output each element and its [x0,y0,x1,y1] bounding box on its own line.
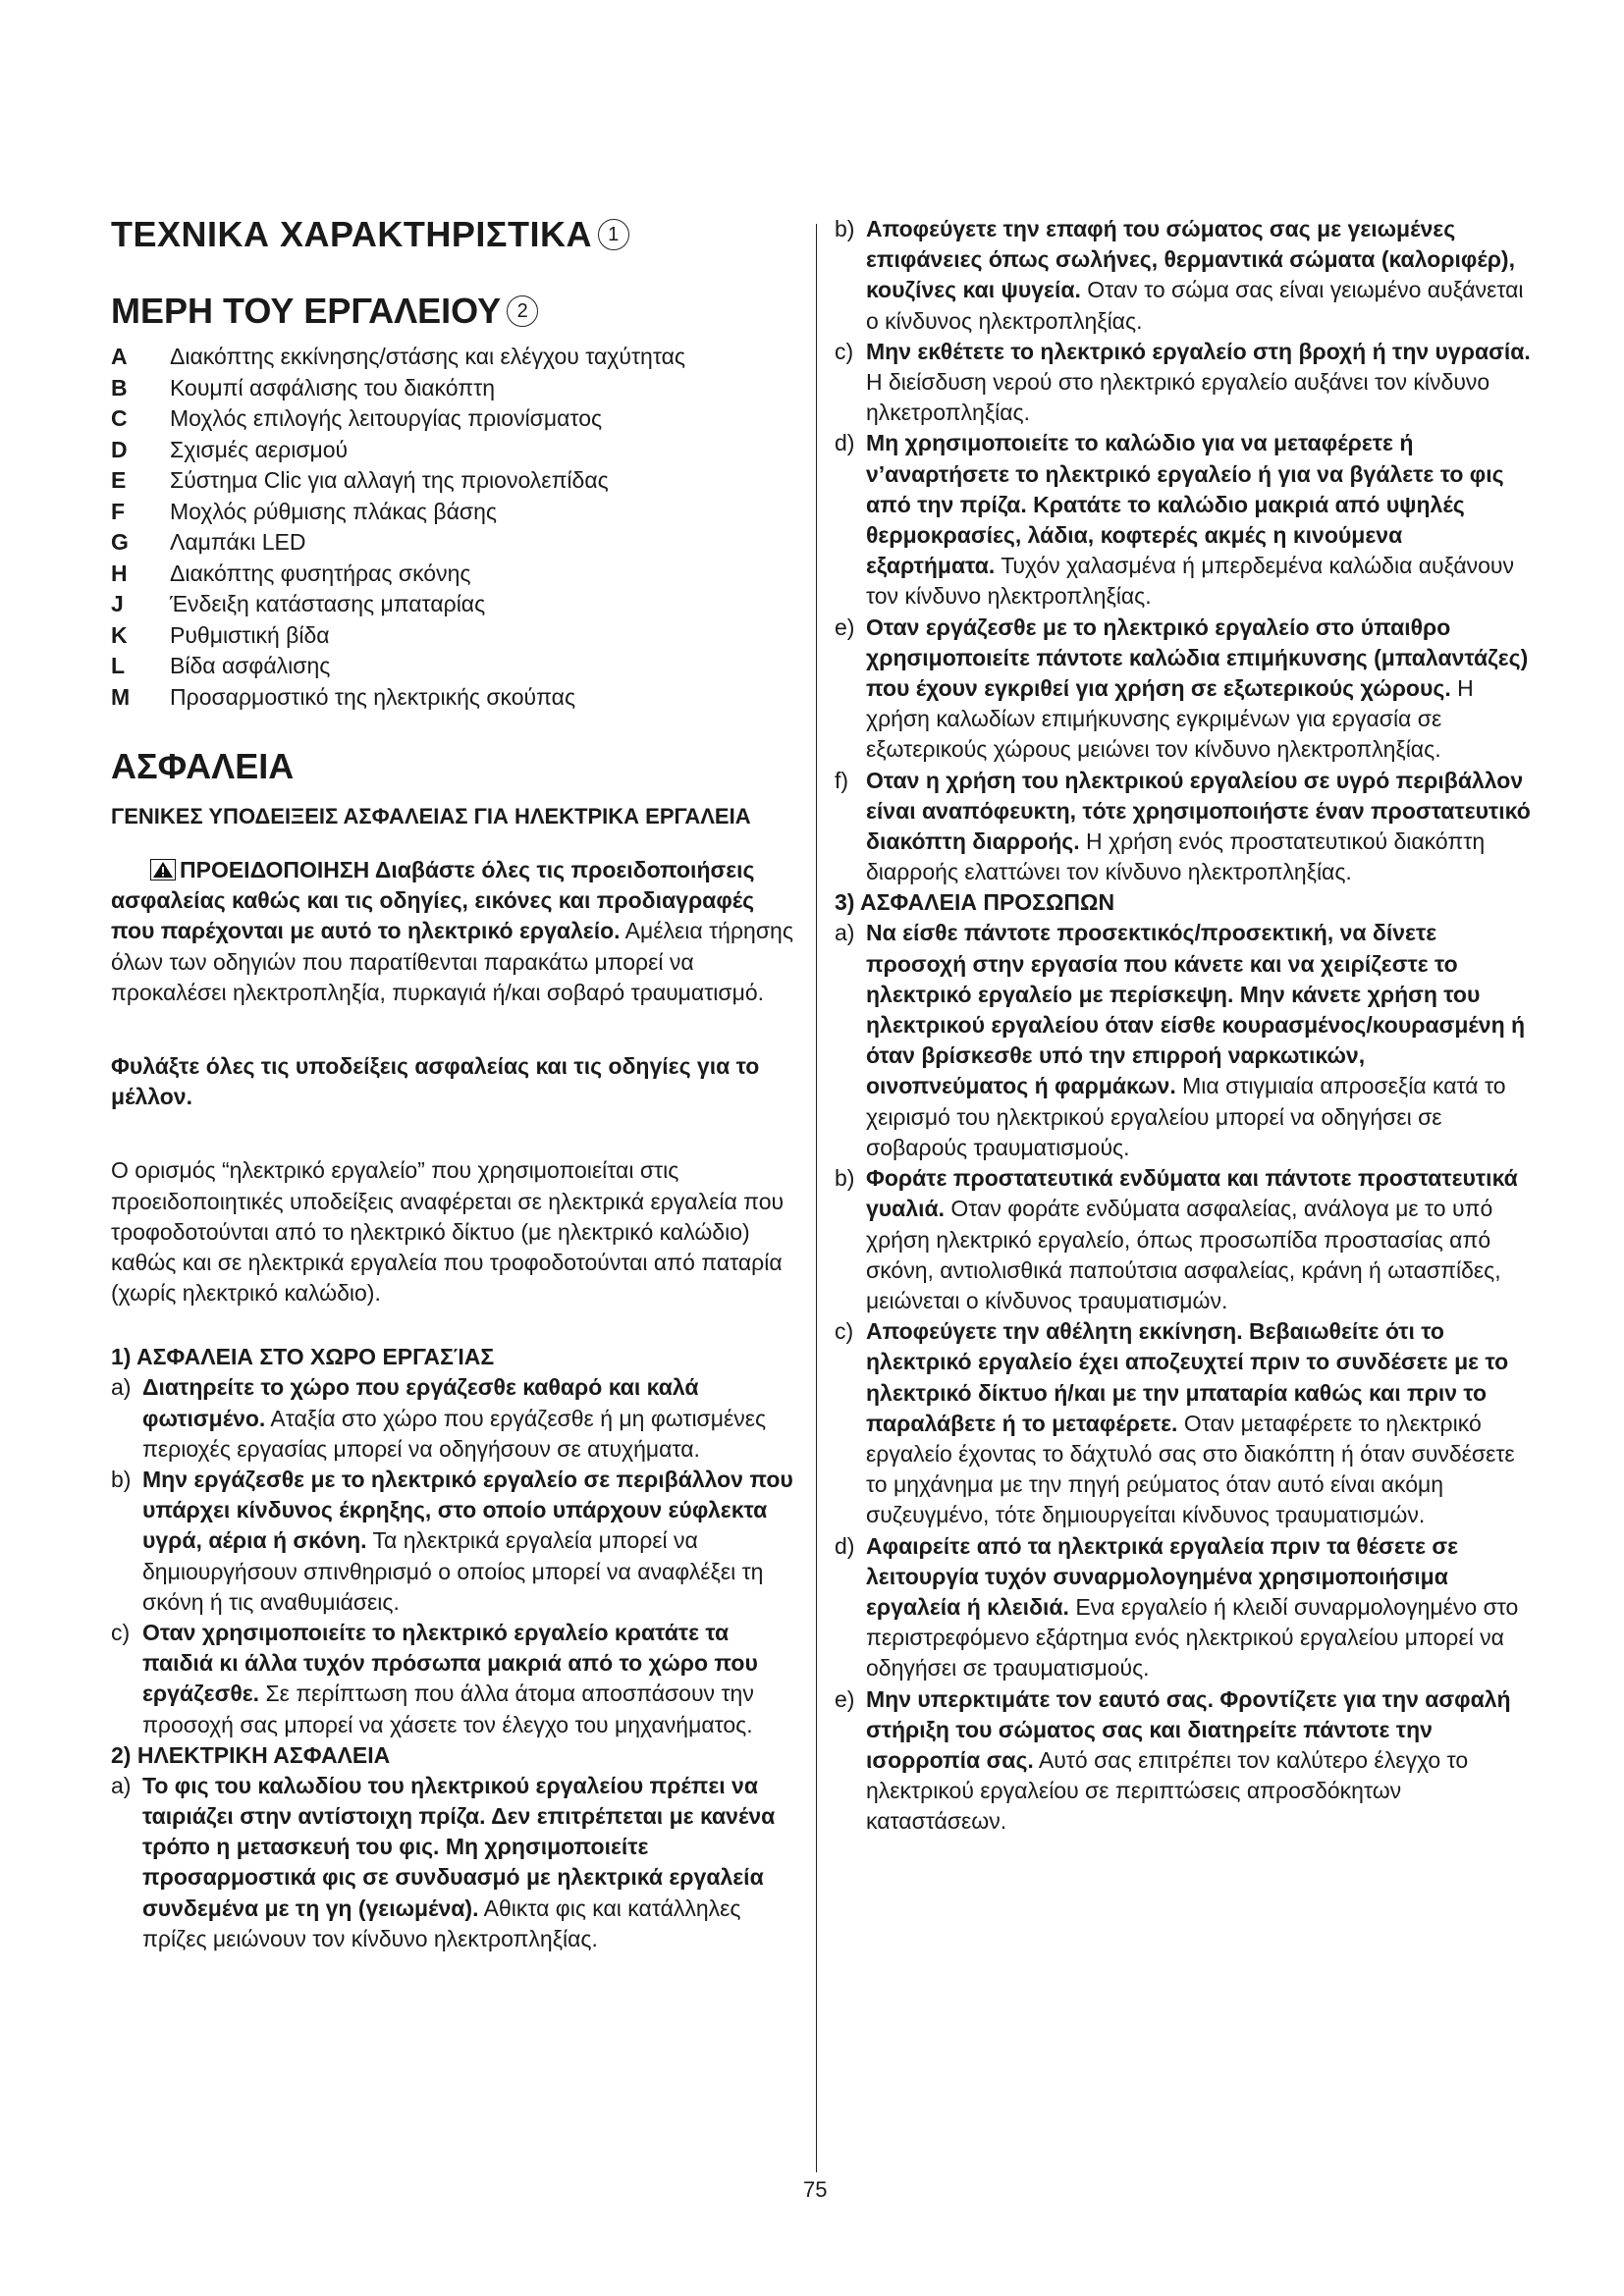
part-item [111,373,798,404]
safety-item [835,214,1532,337]
item-letter: e) [835,1685,855,1712]
column-divider [816,224,817,2172]
part-key: C [111,405,128,431]
item-bold-text: Μην εκθέτετε το ηλεκτρικό εργαλείο στη βροχή ή την υγρασία. [866,338,1531,364]
part-label: Βίδα ασφάλισης [170,653,331,678]
warning-paragraph [111,855,798,1008]
item-plain-text: Η χρήση καλωδίων επιμήκυνσης εγκριμένων για εργασία σε εξωτερικούς χώρους μειώνει τον κίνδυνο ηλεκτροπληξίας. [866,675,1474,763]
item-plain-text: Τα ηλεκτρικά εργαλεία μπορεί να δημιουργήσουν σπινθηρισμό ο οποίος μπορεί να αναφλέξει τη σκόνη ή τις αναθυμιάσεις. [142,1527,764,1615]
section-electrical-items [111,1771,798,1954]
part-item [111,465,798,497]
item-plain-text: Τυχόν χαλασμένα ή μπερδεμένα καλώδια αυξάνουν τον κίνδυνο ηλεκτροπληξίας. [866,553,1514,610]
item-letter: d) [835,1532,855,1559]
definition-paragraph: Ο ορισμός “ηλεκτρικό εργαλείο” που χρησιμοποιείται στις προειδοποιητικές υποδείξεις αναφέρεται σε ηλεκτρικά εργαλεία που τροφοδοτούνται από το ηλεκτρικό δίκτυο (με ηλεκτρικό καλώδιο) καθώς και σε ηλεκτρικά εργαλεία που τροφοδοτούνται από παταρία (χωρίς ηλεκτρικό καλώδιο). [111,1157,785,1307]
safety-item [835,918,1532,1163]
item-text [866,1684,1532,1838]
item-text [142,1618,798,1740]
item-letter: c) [111,1620,131,1646]
safety-heading: ΑΣΦΑΛΕΙΑ [111,746,295,786]
section-personal-heading: 3) ΑΣΦΑΛΕΙΑ ΠΡΟΣΩΠΩΝ [835,889,1115,916]
part-label: Προσαρμοστικό της ηλεκτρικής σκούπας [170,683,576,710]
part-key: E [111,467,127,493]
item-plain-text: Οταν μεταφέρετε το ηλεκτρικό εργαλείο έχοντας το δάχτυλό σας στο διακόπτη ή όταν συνδέσετε το μηχάνημα με την πηγή ρεύματος όταν αυτό είναι ακόμη συζευγμένο, τότε δημιουργείται κίνδυνος τραυματισμών. [866,1410,1515,1528]
item-bold-text: Αφαιρείτε από τα ηλεκτρικά εργαλεία πριν τα θέσετε σε λειτουργία τυχόν συναρμολογημένα χρησιμοποιήσιμα εργαλεία ή κλειδιά. [866,1532,1459,1620]
keep-instructions: Φυλάξτε όλες τις υποδείξεις ασφαλείας και τις οδηγίες για το μέλλον. [111,1053,760,1110]
safety-item [111,1771,798,1954]
item-text [866,428,1532,612]
safety-item [835,1531,1532,1684]
part-key: G [111,529,129,555]
item-text [866,918,1532,1163]
item-bold-text: Οταν εργάζεσθε με το ηλεκτρικό εργαλείο στο ύπαιθρο χρησιμοποιείτε πάντοτε καλώδια επιμήκυνσης (μπαλαντάζες) που έχουν εγκριθεί για χρήση σε εξωτερικούς χώρους. [866,614,1529,702]
right-column [835,214,1532,1838]
general-safety-heading: ΓΕΝΙΚΕΣ ΥΠΟΔΕΙΞΕΙΣ ΑΣΦΑΛΕΙΑΣ ΓΙΑ ΗΛΕΚΤΡΙΚΑ ΕΡΓΑΛΕΙΑ [111,804,751,828]
item-letter: c) [835,1318,854,1345]
safety-item [835,613,1532,766]
warning-text: Αμέλεια τήρησης όλων των οδηγιών που παρατίθενται παρακάτω μπορεί να προκαλέσει ηλεκτροπληξία, πυρκαγιά ή/και σοβαρό τραυματισμό. [111,918,793,1005]
item-plain-text: Σε περίπτωση που άλλα άτομα αποσπάσουν την προσοχή σας μπορεί να χάσετε τον έλεγχο του μηχανήματος. [142,1681,754,1737]
safety-item [111,1372,798,1465]
part-label: Διακόπτης φυσητήρας σκόνης [170,560,471,586]
safety-item [111,1618,798,1740]
item-text [866,1163,1532,1316]
item-plain-text: Οταν φοράτε ενδύματα ασφαλείας, ανάλογα με το υπό χρήση ηλεκτρικό εργαλείο, όπως προσωπίδα προστασίας από σκόνη, αντιολισθικά παπούτσια ασφαλείας, κράνη ή ωτασπίδες, μειώνεται ο κίνδυνος τραυματισμών. [866,1196,1501,1313]
item-letter: b) [835,1165,855,1192]
part-key: D [111,436,128,462]
safety-item [835,1684,1532,1838]
warning-bold-text: ΠΡΟΕΙΔΟΠΟΙΗΣΗ Διαβάστε όλες τις προειδοποιήσεις ασφαλείας καθώς και τις οδηγίες, εικόνες και προδιαγραφές που παρέχονται με αυτό το ηλεκτρικό εργαλείο. [111,857,755,944]
part-key: B [111,374,128,400]
item-plain-text: Ενα εργαλείο ή κλειδί συναρμολογημένο στο περιστρεφόμενο εξάρτημα ενός ηλεκτρικού εργαλείου μπορεί να οδηγήσει σε τραυματισμούς. [866,1593,1519,1682]
item-plain-text: Αυτό σας επιτρέπει τον καλύτερο έλεγχο το ηλεκτρικού εργαλείου σε περιπτώσεις απροσδόκητων καταστάσεων. [866,1746,1469,1835]
item-letter: b) [835,216,855,241]
item-letter: b) [111,1467,132,1493]
item-bold-text: Αποφεύγετε την επαφή του σώματος σας με γειωμένες επιφάνειες όπως σωλήνες, θερμαντικά σώματα (καλοριφέρ), κουζίνες και ψυγεία. [866,216,1515,303]
part-item [111,620,798,652]
item-letter: e) [835,614,855,640]
section-work-area-heading: 1) ΑΣΦΑΛΕΙΑ ΣΤΟ ΧΩΡΟ ΕΡΓΑΣΊΑΣ [111,1344,495,1370]
figure-ref-badge: 1 [598,219,629,250]
page-number: 75 [803,2177,828,2202]
part-key: F [111,498,126,524]
figure-ref-badge: 2 [507,295,538,327]
item-plain-text: Αθικτα φις και κατάλληλες πρίζες μειώνουν τον κίνδυνο ηλεκτροπληξίας. [142,1895,741,1951]
section-electrical-items-continued [835,214,1532,887]
safety-item [835,428,1532,612]
part-item [111,682,798,714]
item-letter: a) [111,1772,132,1798]
item-plain-text: Οταν το σώμα σας είναι γειωμένο αυξάνεται ο κίνδυνος ηλεκτροπληξίας. [866,277,1524,334]
item-plain-text: Η χρήση ενός προστατευτικού διακόπτη διαρροής ελαττώνει τον κίνδυνο ηλεκτροπληξίας. [866,828,1486,885]
part-key: M [111,683,131,710]
technical-data-heading [111,214,798,255]
section-personal-items [835,918,1532,1837]
item-letter: c) [835,338,854,364]
item-bold-text: Το φις του καλωδίου του ηλεκτρικού εργαλείου πρέπει να ταιριάζει στην αντίστοιχη πρίζα. Δεν επιτρέπεται με κανένα τρόπο η μετασκευή του φις. Μη χρησιμοποιείτε προσαρμοστικά φις σε συνδυασμό με ηλεκτρικά εργαλεία συνδεμένα με τη γη (γειωμένα). [142,1772,776,1921]
item-plain-text: Αταξία στο χώρο που εργάζεσθε ή μη φωτισμένες περιοχές εργασίας μπορεί να οδηγήσουν σε ατυχήματα. [142,1405,767,1462]
item-text [866,1531,1532,1684]
part-key: K [111,621,128,648]
section-work-area-items [111,1372,798,1739]
part-label: Μοχλός ρύθμισης πλάκας βάσης [170,498,498,524]
safety-item [835,1163,1532,1316]
item-plain-text: Η διείσδυση νερού στο ηλεκτρικό εργαλείο αυξάνει τον κίνδυνο ηλκετροπληξίας. [866,369,1490,426]
safety-item [835,1316,1532,1530]
item-letter: d) [835,430,855,456]
part-label: Ένδειξη κατάστασης μπαταρίας [170,591,486,616]
item-text [866,613,1532,766]
item-bold-text: Αποφεύγετε την αθέλητη εκκίνηση. Βεβαιωθείτε ότι το ηλεκτρικό εργαλείο έχει αποζευχτεί πριν το συνδέσετε με το ηλεκτρικό δίκτυο ή/και με την μπαταρία καθώς και πριν το παραλάβετε ή το μεταφέρετε. [866,1318,1509,1436]
part-key: H [111,560,128,586]
item-bold-text: Μη χρησιμοποιείτε το καλώδιο για να μεταφέρετε ή ν’αναρτήσετε το ηλεκτρικό εργαλείο ή για να βγάλετε το φις από την πρίζα. Κρατάτε το καλώδιο μακριά από υψηλές θερμοκρασίες, λάδια, κοφτερές ακμές η κινούμενα εξαρτήματα. [866,430,1504,579]
item-text [142,1465,798,1618]
item-letter: f) [835,767,849,793]
part-key: J [111,591,124,616]
item-bold-text: Διατηρείτε το χώρο που εργάζεσθε καθαρό και καλά φωτισμένο. [142,1374,699,1431]
warning-triangle-icon [150,859,176,881]
item-bold-text: Μην εργάζεσθε με το ηλεκτρικό εργαλείο σε περιβάλλον που υπάρχει κίνδυνος έκρηξης, στο οποίο υπάρχουν εύφλεκτα υγρά, αέρια ή σκόνη. [142,1467,793,1554]
left-column [111,214,798,1954]
item-bold-text: Μην υπερκτιμάτε τον εαυτό σας. Φροντίζετε για την ασφαλή στήριξη του σώματος σας και διατηρείτε πάντοτε την ισορροπία σας. [866,1685,1511,1773]
parts-list [111,342,798,713]
item-letter: a) [111,1374,132,1401]
part-item [111,527,798,559]
part-label: Διακόπτης εκκίνησης/στάσης και ελέγχου ταχύτητας [170,344,685,369]
item-bold-text: Φοράτε προστατευτικά ενδύματα και πάντοτε προστατευτικά γυαλιά. [866,1165,1518,1222]
item-letter: a) [835,920,855,946]
item-bold-text: Οταν χρησιμοποιείτε το ηλεκτρικό εργαλείο κρατάτε τα παιδιά κι άλλα τυχόν πρόσωπα μακριά από το χώρο που εργάζεσθε. [142,1620,758,1707]
part-item [111,403,798,435]
item-text [142,1771,798,1954]
item-text [866,214,1532,337]
section-electrical-heading: 2) ΗΛΕΚΤΡΙΚΗ ΑΣΦΑΛΕΙΑ [111,1741,391,1768]
safety-item [835,337,1532,429]
part-label: Ρυθμιστική βίδα [170,621,330,648]
parts-title: ΜΕΡΗ ΤΟΥ ΕΡΓΑΛΕΙΟΥ [111,291,502,331]
part-item [111,651,798,682]
technical-data-title: ΤΕΧΝΙΚΑ ΧΑΡΑΚΤΗΡΙΣΤΙΚΑ [111,214,592,254]
item-text [142,1372,798,1465]
item-bold-text: Να είσθε πάντοτε προσεκτικός/προσεκτική, να δίνετε προσοχή στην εργασία που κάνετε και να χειρίζεστε το ηλεκτρικό εργαλείο με περίσκεψη. Μην κάνετε χρήση του ηλεκτρικού εργαλείου όταν είσθε κουρασμένος/κουρασμένη ή όταν βρίσκεσθε υπό την επιρροή ναρκωτικών, οινοπνεύματος ή φαρμάκων. [866,920,1526,1099]
item-text [866,337,1532,429]
part-label: Κουμπί ασφάλισης του διακόπτη [170,374,495,400]
part-item [111,435,798,466]
part-label: Λαμπάκι LED [170,529,306,555]
item-bold-text: Οταν η χρήση του ηλεκτρικού εργαλείου σε υγρό περιβάλλον είναι αναπόφευκτη, τότε χρησιμοποιήστε έναν προστατευτικό διακόπτη διαρροής. [866,767,1531,855]
part-item [111,559,798,590]
part-item [111,497,798,528]
item-text [866,1316,1532,1530]
part-label: Σύστημα Clic για αλλαγή της πριονολεπίδας [170,467,609,493]
item-plain-text: Μια στιγμιαία απροσεξία κατά το χειρισμό του ηλεκτρικού εργαλείου μπορεί να οδηγήσει σε σοβαρούς τραυματισμούς. [866,1073,1506,1160]
item-text [866,766,1532,888]
part-key: A [111,344,128,369]
part-label: Μοχλός επιλογής λειτουργίας πριονίσματος [170,405,603,431]
part-label: Σχισμές αερισμού [170,436,349,462]
safety-item [111,1465,798,1618]
part-key: L [111,653,126,678]
parts-heading [111,291,798,332]
safety-item [835,766,1532,888]
part-item [111,342,798,373]
part-item [111,589,798,620]
